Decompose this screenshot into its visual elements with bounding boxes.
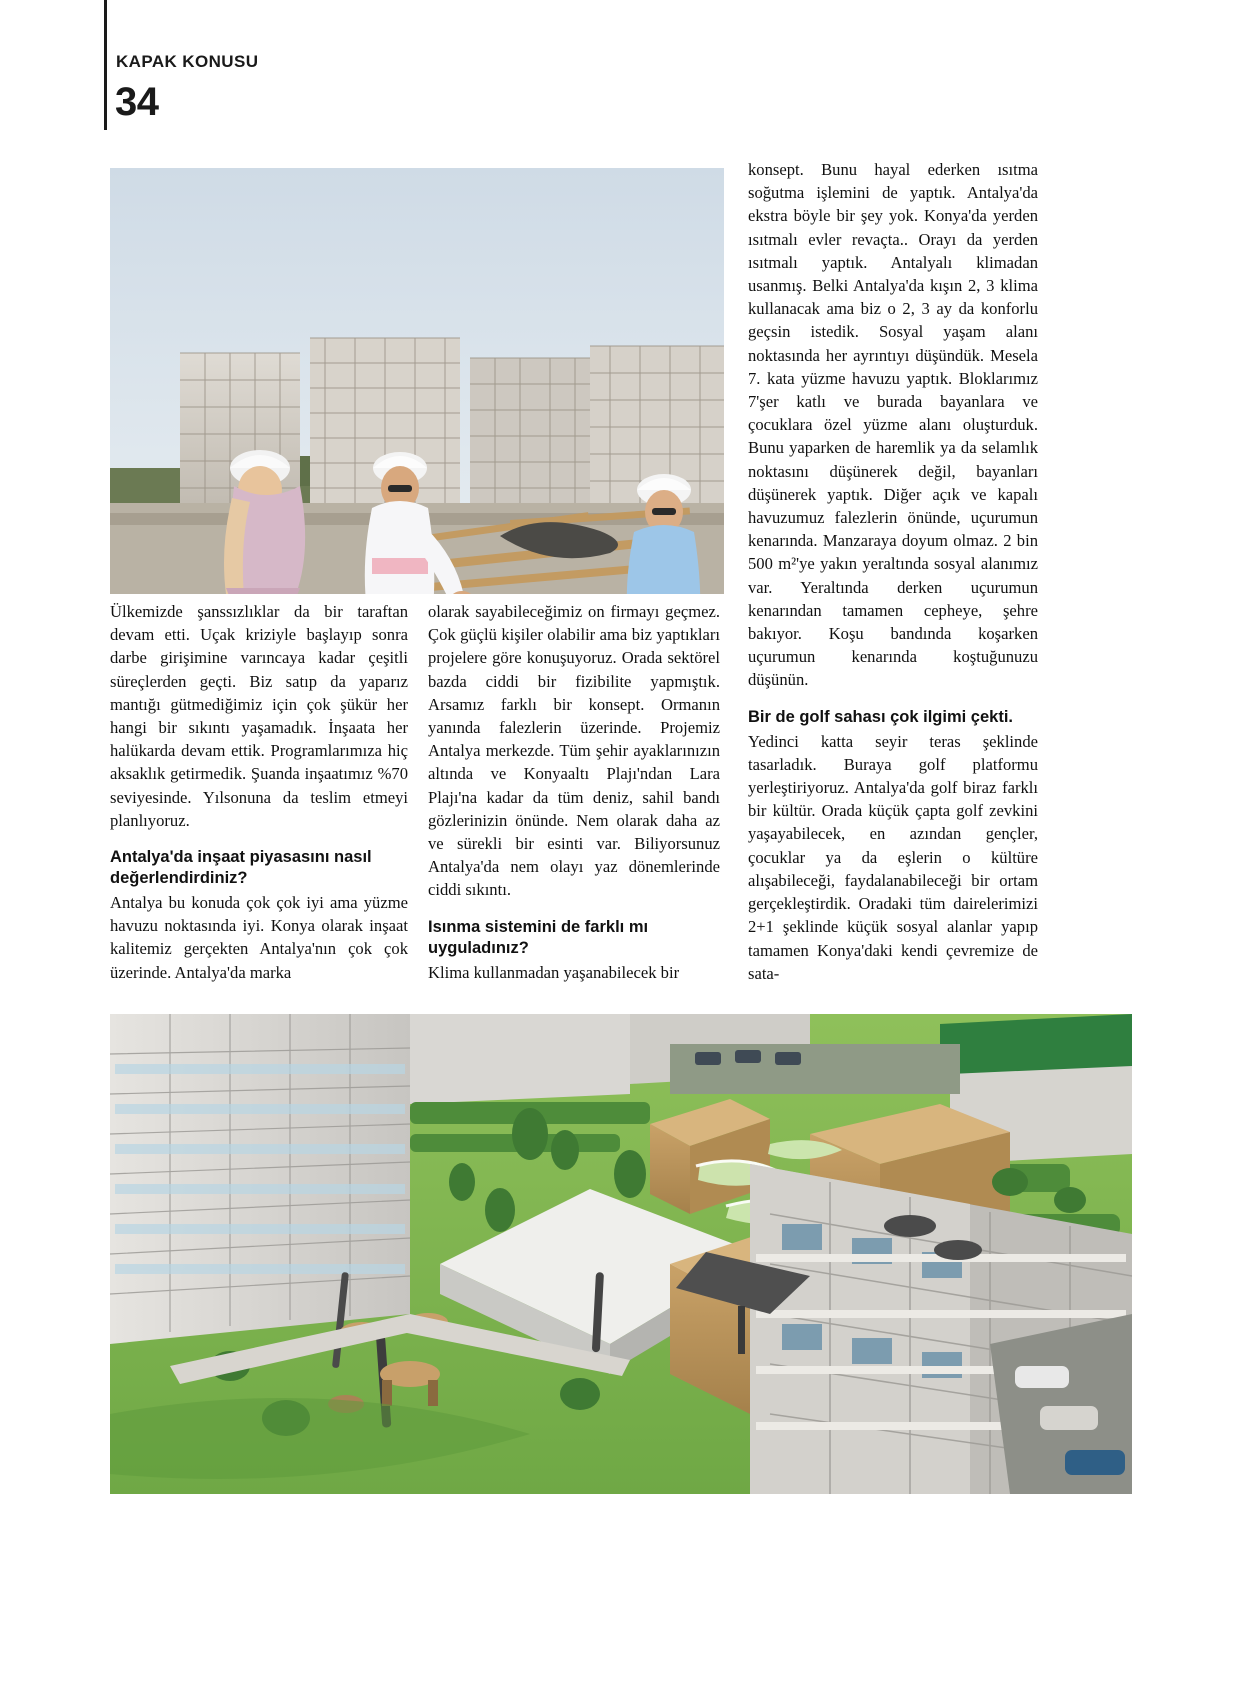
text-column-3	[748, 158, 1038, 985]
page-number: 34	[115, 80, 159, 124]
rooftop-terrace-render-graphic	[110, 1014, 1132, 1494]
paragraph: olarak sayabileceğimiz on firmayı geçmez. Çok güçlü kişiler olabilir ama biz yaptıkları projelere göre konuşuyoruz. Orada sektörel bazda ciddi bir fizibilite yapmıştık. Arsamız farklı bir konsept. Ormanın yanında falezlerin üzerinde. Projemiz Antalya merkezde. Tüm şehir ayaklarınızın altında ve Konyaaltı Plajı'ndan Lara Plajı'na kadar da tüm deniz, sahil bandı gözlerinizin önünde. Nem olarak daha az ve sürekli bir esinti var. Biliyorsunuz Antalya'da nem olayı yaz dönemlerinde ciddi sıkıntı.	[428, 602, 720, 900]
rooftop-terrace-render	[110, 1014, 1132, 1494]
header-rule	[104, 0, 107, 130]
paragraph: Klima kullanmadan yaşanabilecek bir	[428, 962, 680, 982]
subheading-2: Isınma sistemini de farklı mı uyguladınız?	[428, 917, 649, 957]
paragraph: konsept. Bunu hayal ederken ısıtma soğutma işlemini de yaptık. Antalya'da ekstra böyle bir şey yok. Konya'da yerden ısıtmalı evler revaçta.. Orayı da yerden ısıtmalı yaptık. Antalyalı klimadan usanmış. Belki Antalya'da kışın 2, 3 klima kullanacak ama biz o 2, 3 ay da konforlu geçsin istedik. Sosyal yaşam alanı noktasında her ayrıntıyı düşündük. Mesela 7. kata yüzme havuzu yaptık. Bloklarımız 7'şer katlı ve burada bayanlara ve çocuklara özel yüzme alanı oluşturduk. Bunu yaparken de haremlik ya da selamlık noktasını düşünerek değil, bayanları düşünerek yaptık. Diğer açık ve kapalı havuzumuz falezlerin önünde, uçurumun kenarında. Manzaraya doyum olmaz. 2 bin 500 m²'ye yakın yeraltında sosyal alanımız var. Yeraltında derken uçurumun kenarından tamamen cepheye, şehre bakıyor. Koşu bandında koşarken uçurumun kenarında koştuğunuzu düşünün.	[748, 160, 1038, 690]
subheading-3: Bir de golf sahası çok ilgimi çekti.	[748, 707, 1013, 726]
paragraph: Yedinci katta seyir teras şeklinde tasarladık. Buraya golf platformu yerleştiriyoruz. Antalya'da golf biraz farklı bir kültür. Orada küçük çapta golf zevkini yaşayabilecek, en azından gençler, çocuklar ya da eşlerin o kültüre alışabileceği, faydalanabileceği bir ortam gerçekleştirdik. Oradaki tüm dairelerimizi 2+1 şeklinde küçük sosyal alanlar yapıp tamamen Konya'daki kendi çevremize de sata-	[748, 731, 1038, 983]
section-kicker: KAPAK KONUSU	[116, 52, 259, 71]
paragraph: Antalya bu konuda çok çok iyi ama yüzme havuzu noktasında iyi. Konya olarak inşaat kalitemiz gerçekten Antalya'nın çok çok üzerinde. Antalya'da marka	[110, 893, 408, 982]
paragraph: Ülkemizde şanssızlıklar da bir taraftan devam etti. Uçak kriziyle başlayıp sonra darbe girişimine varıncaya kadar çeşitli süreçlerden geçti. Biz satıp da yaparız mantığı gütmediğimiz için çok şükür her hangi bir sıkıntı yaşamadık. İnşaata her halükarda devam ettik. Programlarımıza hiç aksaklık getirmedik. Şuanda inşaatımız %70 seviyesinde. Yılsonuna da teslim etmeyi planlıyoruz.	[110, 602, 408, 830]
person-3	[627, 474, 700, 594]
construction-site-photo	[110, 168, 724, 594]
subheading-1: Antalya'da inşaat piyasasını nasıl değerlendirdiniz?	[110, 848, 372, 888]
text-column-1	[110, 600, 408, 984]
text-column-2	[428, 600, 720, 984]
construction-site-photo-graphic	[110, 168, 724, 594]
